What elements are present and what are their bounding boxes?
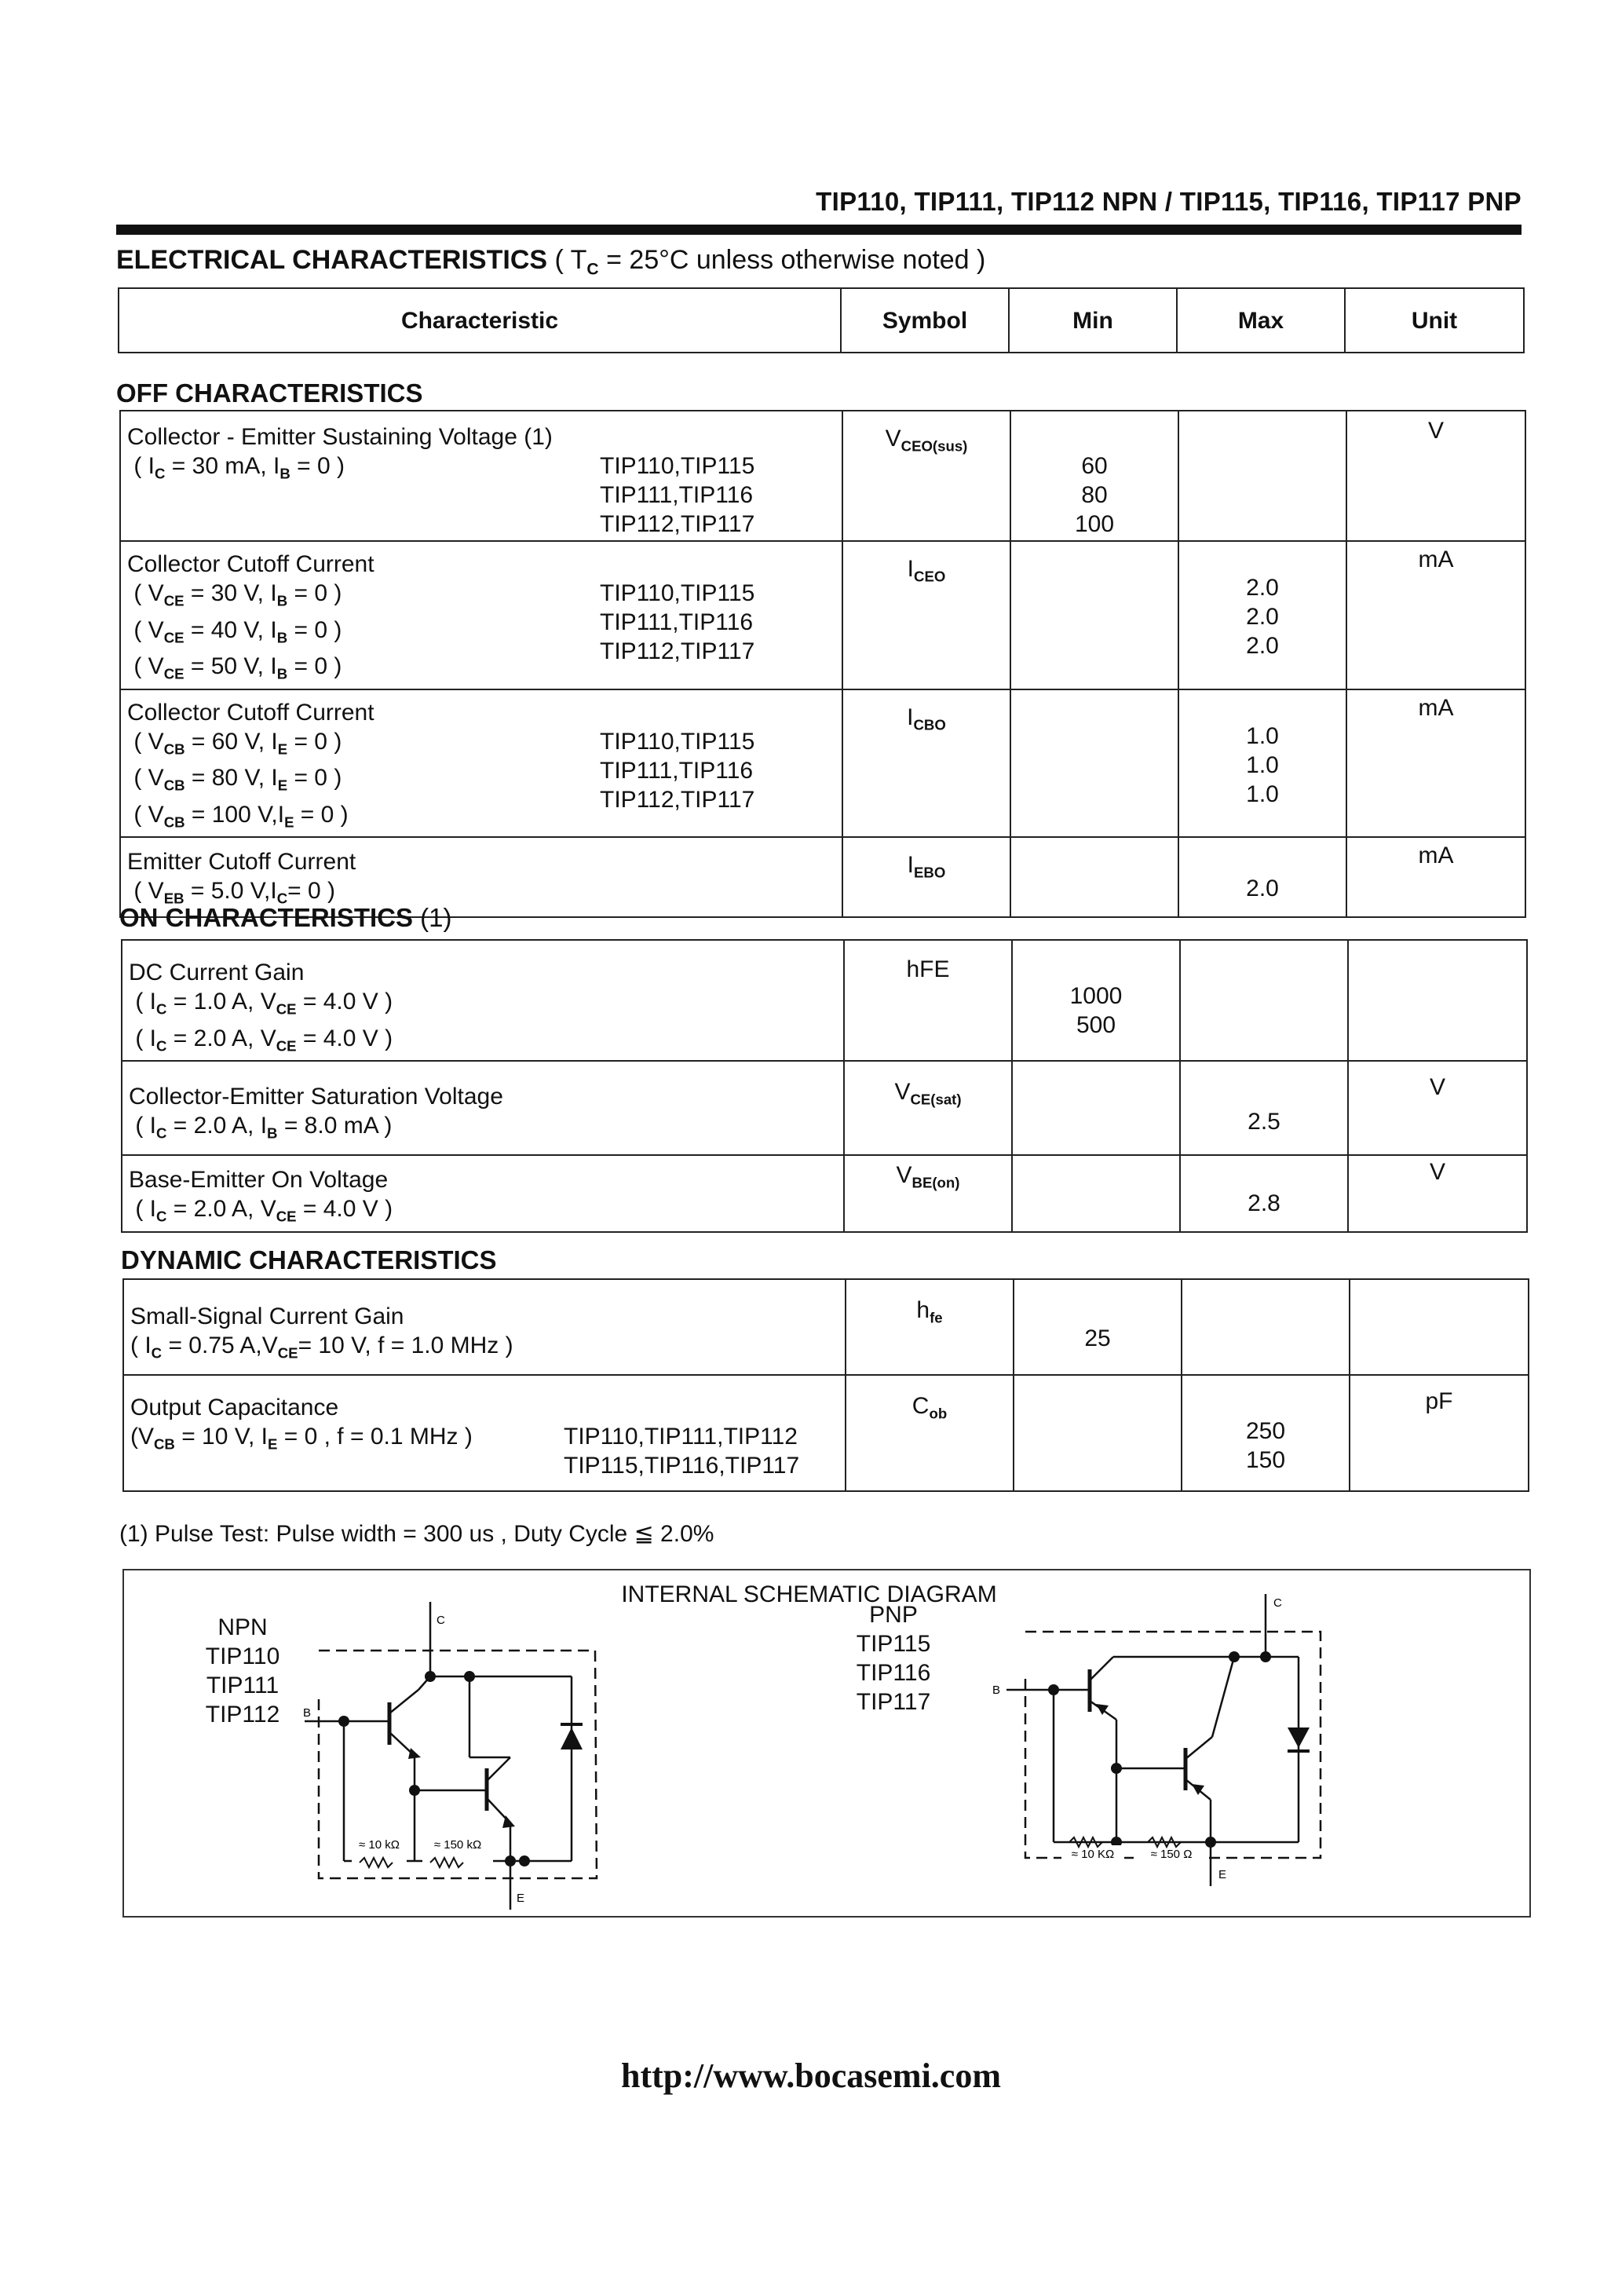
max-cell — [1182, 1279, 1350, 1375]
pnp-r1-label: ≈ 10 KΩ — [1071, 1848, 1115, 1861]
device-list: TIP110,TIP115 TIP111,TIP116 TIP112,TIP117 — [600, 580, 755, 664]
table-row — [122, 940, 1527, 1061]
pnp-junction-dot — [1048, 1684, 1059, 1695]
npn-pin-c: C — [437, 1614, 445, 1627]
device-list: TIP110,TIP115 TIP111,TIP116 TIP112,TIP117 — [600, 728, 755, 813]
min-cell — [1010, 689, 1178, 838]
max-cell — [1180, 940, 1348, 1061]
pnp-r2-label: ≈ 150 Ω — [1150, 1848, 1193, 1861]
device-list: TIP110,TIP115 TIP111,TIP116 TIP112,TIP117 — [600, 453, 755, 537]
npn-junction-dot — [409, 1785, 420, 1796]
table-row — [120, 541, 1525, 689]
test-condition: ( $V_{CB} = 100$ $V,I_E = 0$ ) — [133, 801, 349, 830]
min-cell: 25 — [1014, 1279, 1182, 1375]
min-cell: 1000 500 — [1012, 940, 1180, 1061]
unit-cell: pF — [1350, 1375, 1529, 1491]
characteristic-name: Collector-Emitter Saturation Voltage — [129, 1084, 503, 1110]
ec-title-p2: = 25°C unless otherwise noted ) — [598, 245, 986, 275]
max-cell: 1.0 1.0 1.0 — [1178, 689, 1346, 838]
on-characteristics-table — [121, 939, 1528, 1233]
symbol-cell: $V_{CE(sat)}$ — [844, 1061, 1012, 1155]
symbol-cell: hFE — [844, 940, 1012, 1061]
characteristic-name: Output Capacitance — [130, 1395, 339, 1420]
min-cell: 60 80 100 — [1010, 411, 1178, 541]
ec-title-bold: ELECTRICAL CHARACTERISTICS — [116, 245, 548, 275]
pnp-package-outline — [1025, 1632, 1321, 1858]
test-condition: ( $V_{CE} = 30$ V, $I_B = 0$ ) — [133, 580, 342, 609]
col-characteristic: Characteristic — [119, 288, 841, 353]
column-header-table — [118, 287, 1525, 353]
pnp-junction-dot — [1229, 1651, 1240, 1662]
test-condition: ( $I_C = 2.0$ A, $V_{CE} = 4.0$ V ) — [135, 1025, 393, 1054]
max-cell — [1178, 411, 1346, 541]
pnp-junction-dot — [1111, 1763, 1122, 1774]
electrical-characteristics-title — [116, 245, 985, 279]
table-row — [120, 689, 1525, 838]
symbol-cell: $V_{BE(on)}$ — [844, 1155, 1012, 1232]
symbol-cell: $I_{CBO}$ — [842, 689, 1010, 838]
max-cell: 2.0 2.0 2.0 — [1178, 541, 1346, 689]
max-cell: 2.8 — [1180, 1155, 1348, 1232]
unit-cell: mA — [1346, 541, 1525, 689]
characteristic-name: Base-Emitter On Voltage — [129, 1167, 389, 1193]
header-rule — [116, 225, 1522, 235]
col-min: Min — [1009, 288, 1177, 353]
npn-junction-dot — [338, 1716, 349, 1727]
unit-cell: V — [1348, 1155, 1527, 1232]
npn-diode-arrow — [561, 1727, 583, 1749]
npn-r2-label: ≈ 150 kΩ — [433, 1838, 482, 1852]
characteristic-cell — [122, 940, 844, 1061]
characteristic-cell — [123, 1279, 846, 1375]
characteristic-name: Collector - Emitter Sustaining Voltage (1) — [127, 424, 553, 450]
test-condition: ( $I_C = 2.0$ A, $V_{CE} = 4.0$ V ) — [135, 1196, 393, 1225]
table-row — [120, 411, 1525, 541]
characteristic-cell — [120, 411, 842, 541]
col-symbol: Symbol — [841, 288, 1009, 353]
pnp-pin-c: C — [1273, 1596, 1282, 1610]
table-row — [122, 1061, 1527, 1155]
document-header-title: TIP110, TIP111, TIP112 NPN / TIP115, TIP116, TIP117 PNP — [816, 187, 1522, 216]
characteristic-cell — [122, 1155, 844, 1232]
off-characteristics-table — [119, 410, 1526, 918]
max-cell: 2.5 — [1180, 1061, 1348, 1155]
pnp-junction-dot — [1205, 1837, 1216, 1848]
test-condition: ( $I_C = 2.0$ A, $I_B = 8.0$ mA ) — [135, 1113, 393, 1142]
symbol-cell: $I_{CEO}$ — [842, 541, 1010, 689]
table-row — [123, 1279, 1529, 1375]
npn-junction-dot — [425, 1671, 436, 1682]
footer-url[interactable]: http://www.bocasemi.com — [621, 2057, 1001, 2095]
min-cell — [1012, 1061, 1180, 1155]
test-condition: ( $I_C = 1.0$ A, $V_{CE} = 4.0$ V ) — [135, 989, 393, 1018]
npn-parts-label: NPN TIP110 TIP111 TIP112 — [205, 1614, 280, 1727]
npn-pin-e: E — [517, 1892, 525, 1905]
table-row — [123, 1375, 1529, 1491]
table-row — [122, 1155, 1527, 1232]
symbol-cell: $V_{CEO(sus)}$ — [842, 411, 1010, 541]
unit-cell — [1348, 940, 1527, 1061]
characteristic-cell — [120, 689, 842, 838]
col-unit: Unit — [1345, 288, 1524, 353]
ec-title-sub: C — [586, 260, 599, 279]
pnp-pin-b: B — [992, 1684, 1001, 1697]
npn-pin-b: B — [303, 1706, 312, 1720]
npn-r1-label: ≈ 10 kΩ — [359, 1838, 400, 1852]
dynamic-characteristics-title: DYNAMIC CHARACTERISTICS — [121, 1245, 497, 1274]
test-condition: ( $I_C = 0.75$ $A,V_{CE}= 10$ V, f = 1.0 MHz ) — [130, 1333, 513, 1362]
npn-darlington-schematic — [303, 1602, 666, 1905]
symbol-cell: $I_{EBO}$ — [842, 837, 1010, 917]
unit-cell: V — [1346, 411, 1525, 541]
characteristic-name: Collector Cutoff Current — [127, 699, 374, 726]
characteristic-cell — [122, 1061, 844, 1155]
unit-cell: mA — [1346, 837, 1525, 917]
internal-schematic-box — [122, 1569, 1531, 1918]
off-characteristics-title: OFF CHARACTERISTICS — [116, 378, 423, 408]
unit-cell: V — [1348, 1061, 1527, 1155]
test-condition: ( $V_{CE} = 40$ V, $I_B = 0$ ) — [133, 616, 342, 645]
ec-title-p1: ( T — [547, 245, 587, 275]
pnp-pin-e: E — [1218, 1868, 1227, 1881]
unit-cell — [1350, 1279, 1529, 1375]
characteristic-name: DC Current Gain — [129, 960, 305, 985]
pulse-test-footnote: (1) Pulse Test: Pulse width = 300 us , Duty Cycle ≦ 2.0% — [119, 1521, 714, 1547]
test-condition: ( $I_C = 30$ mA, $I_B = 0$ ) — [133, 453, 345, 482]
npn-q1-emitter-arrow — [408, 1748, 421, 1759]
test-condition: ( $V_{CE} = 50$ V, $I_B = 0$ ) — [133, 653, 342, 682]
min-cell — [1012, 1155, 1180, 1232]
characteristic-name: Small-Signal Current Gain — [130, 1303, 404, 1329]
pnp-diode-arrow — [1288, 1727, 1310, 1748]
dynamic-characteristics-table — [122, 1278, 1529, 1492]
col-max: Max — [1177, 288, 1345, 353]
pnp-diode-bar — [1288, 1749, 1310, 1753]
characteristic-cell — [123, 1375, 846, 1491]
unit-cell: mA — [1346, 689, 1525, 838]
pnp-darlington-schematic — [991, 1594, 1368, 1892]
test-condition: ($V_{CB} = 10$ V, $I_E = 0$ , f = 0.1 MHz ) — [130, 1424, 473, 1453]
max-cell: 250 150 — [1182, 1375, 1350, 1491]
min-cell — [1010, 837, 1178, 917]
characteristic-name: Collector Cutoff Current — [127, 551, 374, 577]
test-condition: ( $V_{CB} = 80$ V, $I_E = 0$ ) — [133, 765, 342, 794]
device-list: TIP110,TIP111,TIP112 TIP115,TIP116,TIP117 — [564, 1424, 800, 1479]
npn-junction-dot — [464, 1671, 475, 1682]
symbol-cell: $C_{ob}$ — [846, 1375, 1014, 1491]
npn-junction-dot — [505, 1855, 516, 1866]
pnp-parts-label: PNP TIP115 TIP116 TIP117 — [856, 1602, 931, 1715]
test-condition: ( $V_{EB} = 5.0$ $V,I_C= 0$ ) — [133, 878, 335, 907]
characteristic-cell — [120, 541, 842, 689]
min-cell — [1014, 1375, 1182, 1491]
pnp-junction-dot — [1260, 1651, 1271, 1662]
schematic-title: INTERNAL SCHEMATIC DIAGRAM — [621, 1581, 997, 1607]
symbol-cell: $h_{fe}$ — [846, 1279, 1014, 1375]
test-condition: ( $V_{CB} = 60$ V, $I_E = 0$ ) — [133, 728, 342, 757]
max-cell: 2.0 — [1178, 837, 1346, 917]
characteristic-name: Emitter Cutoff Current — [127, 849, 356, 875]
min-cell — [1010, 541, 1178, 689]
npn-junction-dot — [519, 1855, 530, 1866]
npn-diode-bar — [561, 1723, 583, 1726]
on-characteristics-title: ON CHARACTERISTICS (1) — [119, 903, 452, 932]
